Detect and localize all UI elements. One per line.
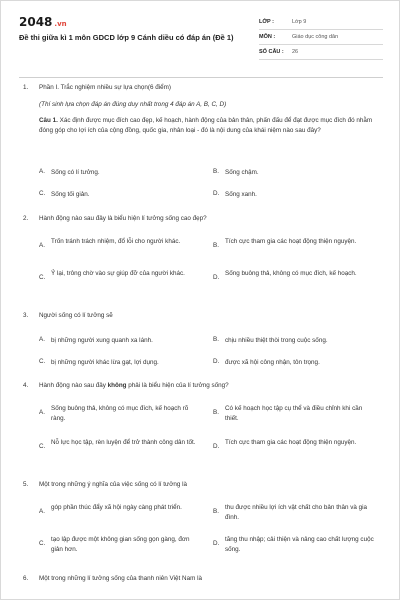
- instruction-note: (Thí sinh lựa chọn đáp án đúng duy nhất trong 4 đáp án A, B, C, D): [39, 101, 227, 108]
- option-letter: D.: [213, 274, 220, 281]
- option-letter: C.: [39, 190, 46, 197]
- meta-label: SỐ CÂU :: [259, 49, 284, 55]
- question-text: Một trong những ý nghĩa của việc sống có lí tưởng là: [39, 481, 188, 488]
- option-letter: A.: [39, 168, 45, 175]
- option-letter: A.: [39, 409, 45, 416]
- question-text: Hành động nào sau đây là biểu hiện lí tưởng sống cao đẹp?: [39, 215, 207, 222]
- question-text: Người sống có lí tưởng sẽ: [39, 312, 113, 319]
- option-text: góp phần thúc đẩy xã hội ngày càng phát triển.: [51, 504, 182, 511]
- option-letter: B.: [213, 508, 219, 515]
- option-text: tăng thu nhập; cải thiện và nâng cao chất lượng cuộc sống.: [225, 536, 374, 553]
- option-text: Sống chậm.: [225, 169, 259, 176]
- option-text: Tích cực tham gia các hoạt động thiện nguyện.: [225, 439, 357, 446]
- question-emphasis: không: [107, 382, 127, 389]
- question-number: 4.: [23, 382, 29, 389]
- option-text: thu được nhiều lợi ích vật chất cho bản thân và gia đình.: [225, 504, 367, 521]
- option-text: Sống xanh.: [225, 191, 257, 198]
- option-letter: D.: [213, 540, 220, 547]
- option-text: bị những người khác lừa gạt, lợi dụng.: [51, 359, 159, 366]
- question-number: 5.: [23, 481, 29, 488]
- option-letter: D.: [213, 190, 220, 197]
- option-letter: C.: [39, 443, 46, 450]
- exam-meta: [259, 15, 383, 60]
- meta-label: LỚP :: [259, 19, 274, 25]
- option-letter: D.: [213, 358, 220, 365]
- question-number: 1.: [23, 84, 29, 91]
- logo-text: 2048: [19, 15, 53, 29]
- option-text: Sống có lí tưởng.: [51, 169, 100, 176]
- option-text: Sống buông thả, không có mục đích, kế hoạch rõ ràng.: [51, 405, 189, 422]
- question-text: [39, 116, 379, 136]
- option-letter: A.: [39, 508, 45, 515]
- option-letter: B.: [213, 409, 219, 416]
- option-text: được xã hội công nhận, tôn trọng.: [225, 359, 320, 366]
- question-body: Xác định được mục đích cao đẹp, kế hoạch, hành động của bản thân, phấn đấu để đạt được mục đích đó nhằm đóng góp cho lợi ích của cộng đồng, quốc gia, nhân loại - đó là nội dung của khái niệm nào sau đây?: [39, 117, 373, 134]
- question-text: Một trong những lí tưởng sống của thanh niên Việt Nam là: [39, 575, 202, 582]
- meta-value: Lớp 9: [292, 19, 307, 25]
- option-text: Nỗ lực học tập, rèn luyện để trở thành công dân tốt.: [51, 439, 196, 446]
- meta-row-count: [259, 45, 383, 60]
- option-text: Ỷ lại, trông chờ vào sự giúp đỡ của người khác.: [51, 270, 185, 277]
- option-text: Tích cực tham gia các hoạt động thiện nguyện.: [225, 238, 357, 245]
- page-title: Đề thi giữa kì 1 môn GDCD lớp 9 Cánh diều có đáp án (Đề 1): [19, 33, 234, 42]
- option-letter: A.: [39, 336, 45, 343]
- option-text: tạo lập được một không gian sống gọn gàng, đơn giản hơn.: [51, 536, 190, 553]
- question-text: [39, 382, 379, 389]
- question-text-part: phải là biểu hiện của lí tưởng sống?: [126, 382, 229, 389]
- question-text-part: Hành động nào sau đây: [39, 382, 108, 389]
- meta-label: MÔN :: [259, 34, 276, 40]
- question-label: Câu 1.: [39, 117, 58, 124]
- header: [19, 15, 383, 67]
- option-letter: C.: [39, 540, 46, 547]
- meta-value: Giáo dục công dân: [292, 34, 339, 40]
- question-number: 2.: [23, 215, 29, 222]
- option-text: Sống tối giản.: [51, 191, 90, 198]
- header-divider: [19, 77, 383, 78]
- option-letter: C.: [39, 274, 46, 281]
- option-letter: B.: [213, 242, 219, 249]
- option-letter: D.: [213, 443, 220, 450]
- logo-suffix: .vn: [54, 20, 67, 28]
- option-text: Trốn tránh trách nhiệm, đổ lỗi cho người khác.: [51, 238, 181, 245]
- option-text: Có kế hoạch học tập cụ thể và điều chỉnh khi cần thiết.: [225, 405, 363, 422]
- question-number: 6.: [23, 575, 29, 582]
- part-title: Phần I. Trắc nghiệm nhiều sự lựa chọn(6 điểm): [39, 84, 171, 91]
- meta-row-class: [259, 15, 383, 30]
- question-number: 3.: [23, 312, 29, 319]
- option-letter: A.: [39, 242, 45, 249]
- option-letter: C.: [39, 358, 46, 365]
- option-letter: B.: [213, 336, 219, 343]
- meta-row-subject: [259, 30, 383, 45]
- meta-value: 26: [292, 49, 299, 55]
- option-text: bị những người xung quanh xa lánh.: [51, 337, 153, 344]
- option-text: chịu nhiều thiệt thòi trong cuộc sống.: [225, 337, 328, 344]
- option-letter: B.: [213, 168, 219, 175]
- option-text: Sống buông thả, không có mục đích, kế hoạch.: [225, 270, 357, 277]
